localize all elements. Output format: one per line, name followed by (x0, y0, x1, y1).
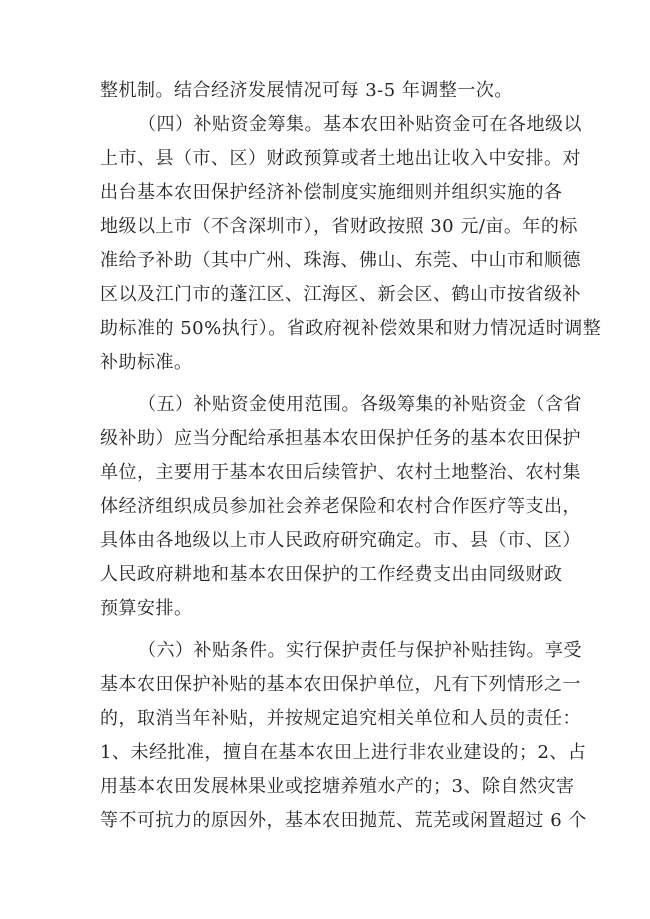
text-line: 人民政府耕地和基本农田保护的工作经费支出由同级财政 (100, 564, 563, 585)
text-line: 整机制。结合经济发展情况可每 3-5 年调整一次。 (100, 80, 513, 101)
text-line: 体经济组织成员参加社会养老保险和农村合作医疗等支出， (100, 496, 581, 517)
text-line: 1、未经批准，擅自在基本农田上进行非农业建设的；2、占 (100, 742, 587, 763)
text-line: 基本农田保护补贴的基本农田保护单位，凡有下列情形之一 (100, 674, 581, 695)
text-line: 用基本农田发展林果业或挖塘养殖水产的；3、除自然灾害 (100, 776, 575, 797)
text-line: 准给予补助（其中广州、珠海、佛山、东莞、中山市和顺德 (100, 250, 581, 271)
text-line: 级补助）应当分配给承担基本农田保护任务的基本农田保护 (100, 428, 581, 449)
text-line: 出台基本农田保护经济补偿制度实施细则并组织实施的各 (100, 182, 563, 203)
paragraph-subsidy-funding (100, 108, 602, 380)
text-line: 补助标准。 (100, 352, 193, 373)
text-line: 助标准的 50%执行）。省政府视补偿效果和财力情况适时调整 (100, 318, 602, 339)
text-line: 的，取消当年补贴，并按规定追究相关单位和人员的责任： (100, 708, 581, 729)
text-line: 预算安排。 (100, 598, 193, 619)
text-line: （五）补贴资金使用范围。各级筹集的补贴资金（含省 (138, 394, 582, 415)
text-line: 上市、县（市、区）财政预算或者土地出让收入中安排。对 (100, 148, 581, 169)
paragraph-subsidy-usage (100, 388, 582, 626)
text-line: 区以及江门市的蓬江区、江海区、新会区、鹤山市按省级补 (100, 284, 581, 305)
paragraph-subsidy-conditions (100, 634, 587, 838)
text-line: 等不可抗力的原因外，基本农田抛荒、荒芜或闲置超过 6 个 (100, 810, 587, 831)
text-line: （四）补贴资金筹集。基本农田补贴资金可在各地级以 (138, 114, 582, 135)
text-line: 地级以上市（不含深圳市），省财政按照 30 元/亩。年的标 (100, 216, 578, 237)
paragraph-continuation (100, 74, 570, 108)
text-line: 具体由各地级以上市人民政府研究确定。市、县（市、区） (100, 530, 581, 551)
text-line: 单位，主要用于基本农田后续管护、农村土地整治、农村集 (100, 462, 581, 483)
text-line: （六）补贴条件。实行保护责任与保护补贴挂钩。享受 (138, 640, 582, 661)
